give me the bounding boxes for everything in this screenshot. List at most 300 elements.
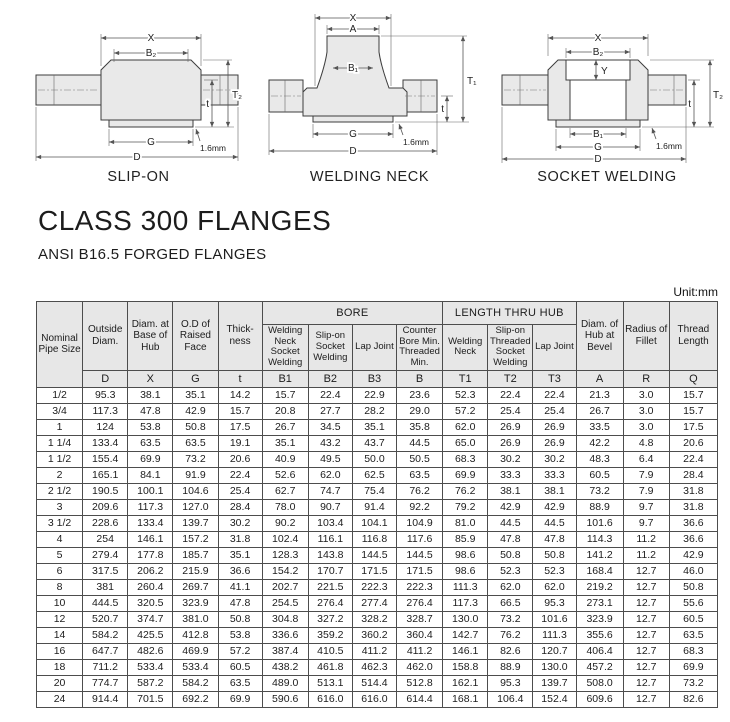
dim-label-b1: B₁ (592, 129, 604, 140)
table-cell: 133.4 (83, 435, 128, 451)
table-cell: 63.5 (218, 675, 262, 691)
table-cell: 411.2 (397, 643, 443, 659)
symbol-cell: T1 (443, 370, 488, 387)
table-cell: 590.6 (262, 691, 308, 707)
table-cell: 43.7 (352, 435, 396, 451)
page-title: CLASS 300 FLANGES (38, 205, 332, 236)
table-cell: 78.0 (262, 499, 308, 515)
dim-label-b1: B₁ (347, 63, 359, 74)
table-cell: 533.4 (173, 659, 218, 675)
table-cell: 7.9 (623, 483, 669, 499)
table-row (37, 659, 718, 675)
table-cell: 513.1 (308, 675, 352, 691)
table-cell: 444.5 (83, 595, 128, 611)
dim-label-t2: T₂ (232, 90, 242, 101)
table-row (37, 691, 718, 707)
row-size-cell: 18 (37, 659, 83, 675)
table-cell: 25.4 (533, 403, 576, 419)
table-row (37, 483, 718, 499)
symbol-cell: B3 (352, 370, 396, 387)
table-cell: 79.2 (443, 499, 488, 515)
table-row (37, 387, 718, 403)
table-row (37, 547, 718, 563)
table-cell: 66.5 (488, 595, 533, 611)
table-cell: 609.6 (576, 691, 623, 707)
table-cell: 62.0 (443, 419, 488, 435)
table-cell: 12.7 (623, 659, 669, 675)
col-header: O.D of Raised Face (173, 302, 218, 371)
symbol-cell: B2 (308, 370, 352, 387)
table-cell: 35.1 (173, 387, 218, 403)
table-row (37, 451, 718, 467)
table-cell: 328.2 (352, 611, 396, 627)
table-cell: 102.4 (262, 531, 308, 547)
table-cell: 42.9 (173, 403, 218, 419)
table-cell: 141.2 (576, 547, 623, 563)
table-cell: 23.6 (397, 387, 443, 403)
table-cell: 11.2 (623, 531, 669, 547)
through-bore (570, 80, 626, 120)
table-cell: 22.4 (488, 387, 533, 403)
table-cell: 152.4 (533, 691, 576, 707)
dim-label-d: D (133, 152, 141, 163)
table-cell: 49.5 (308, 451, 352, 467)
table-cell: 133.4 (128, 515, 173, 531)
table-cell: 52.6 (262, 467, 308, 483)
table-cell: 15.7 (262, 387, 308, 403)
table-cell: 3.0 (623, 419, 669, 435)
table-section (36, 285, 718, 708)
row-size-cell: 6 (37, 563, 83, 579)
table-row (37, 531, 718, 547)
table-cell: 412.8 (173, 627, 218, 643)
col-header: Diam. at Base of Hub (128, 302, 173, 371)
symbol-cell: X (128, 370, 173, 387)
table-cell: 9.7 (623, 499, 669, 515)
table-cell: 35.8 (397, 419, 443, 435)
table-cell: 462.3 (352, 659, 396, 675)
table-cell: 98.6 (443, 547, 488, 563)
table-cell: 222.3 (352, 579, 396, 595)
table-cell: 336.6 (262, 627, 308, 643)
table-cell: 81.0 (443, 515, 488, 531)
dim-label-x: X (594, 33, 602, 44)
table-cell: 74.7 (308, 483, 352, 499)
table-cell: 584.2 (173, 675, 218, 691)
raised-face (109, 120, 193, 127)
row-size-cell: 8 (37, 579, 83, 595)
table-cell: 63.5 (128, 435, 173, 451)
dim-label-d: D (594, 154, 602, 165)
table-cell: 48.3 (576, 451, 623, 467)
table-cell: 101.6 (576, 515, 623, 531)
table-cell: 508.0 (576, 675, 623, 691)
table-cell: 111.3 (443, 579, 488, 595)
flange-dimensions-table (36, 301, 718, 708)
table-cell: 76.2 (443, 483, 488, 499)
table-cell: 63.5 (173, 435, 218, 451)
table-cell: 228.6 (83, 515, 128, 531)
table-cell: 76.2 (488, 627, 533, 643)
raised-face (556, 120, 640, 127)
table-cell: 12.7 (623, 691, 669, 707)
table-cell: 50.8 (218, 611, 262, 627)
socket-welding-drawing (488, 8, 726, 168)
table-cell: 68.3 (669, 643, 717, 659)
table-cell: 215.9 (173, 563, 218, 579)
table-cell: 104.9 (397, 515, 443, 531)
dim-label-x: X (147, 33, 155, 44)
table-cell: 469.9 (173, 643, 218, 659)
table-cell: 647.7 (83, 643, 128, 659)
table-cell: 47.8 (218, 595, 262, 611)
table-cell: 38.1 (128, 387, 173, 403)
table-cell: 26.7 (262, 419, 308, 435)
table-cell: 3.0 (623, 403, 669, 419)
table-cell: 25.4 (218, 483, 262, 499)
socket-bore (566, 60, 630, 80)
table-cell: 177.8 (128, 547, 173, 563)
table-cell: 44.5 (397, 435, 443, 451)
table-cell: 52.3 (488, 563, 533, 579)
table-cell: 146.1 (443, 643, 488, 659)
table-row (37, 467, 718, 483)
symbol-cell: A (576, 370, 623, 387)
table-cell: 143.8 (308, 547, 352, 563)
table-cell: 101.6 (533, 611, 576, 627)
welding-neck-drawing (257, 8, 482, 168)
table-cell: 117.3 (128, 499, 173, 515)
table-cell: 44.5 (533, 515, 576, 531)
row-size-cell: 1 (37, 419, 83, 435)
table-cell: 12.7 (623, 563, 669, 579)
table-cell: 254 (83, 531, 128, 547)
table-cell: 68.3 (443, 451, 488, 467)
table-cell: 22.4 (669, 451, 717, 467)
table-cell: 19.1 (218, 435, 262, 451)
table-cell: 202.7 (262, 579, 308, 595)
table-cell: 146.1 (128, 531, 173, 547)
table-cell: 53.8 (128, 419, 173, 435)
table-cell: 374.7 (128, 611, 173, 627)
table-cell: 91.4 (352, 499, 396, 515)
table-cell: 95.3 (488, 675, 533, 691)
table-cell: 33.3 (533, 467, 576, 483)
table-cell: 50.8 (488, 547, 533, 563)
table-cell: 31.8 (669, 483, 717, 499)
table-cell: 127.0 (173, 499, 218, 515)
col-header: Outside Diam. (83, 302, 128, 371)
table-cell: 28.2 (352, 403, 396, 419)
table-cell: 116.8 (352, 531, 396, 547)
table-cell: 34.5 (308, 419, 352, 435)
table-cell: 616.0 (352, 691, 396, 707)
dim-label-g: G (349, 129, 357, 140)
table-cell: 155.4 (83, 451, 128, 467)
table-cell: 20.6 (218, 451, 262, 467)
table-cell: 30.2 (488, 451, 533, 467)
dim-label-t1: T₁ (467, 76, 477, 87)
table-cell: 20.6 (669, 435, 717, 451)
row-size-cell: 16 (37, 643, 83, 659)
table-cell: 42.9 (533, 499, 576, 515)
welding-neck-diagram (257, 8, 482, 185)
table-cell: 7.9 (623, 467, 669, 483)
table-cell: 76.2 (397, 483, 443, 499)
table-cell: 63.5 (397, 467, 443, 483)
table-cell: 35.1 (352, 419, 396, 435)
table-cell: 587.2 (128, 675, 173, 691)
table-cell: 221.5 (308, 579, 352, 595)
table-cell: 26.7 (576, 403, 623, 419)
unit-label: Unit:mm (673, 285, 718, 299)
table-cell: 90.7 (308, 499, 352, 515)
table-cell: 12.7 (623, 611, 669, 627)
symbol-cell: T2 (488, 370, 533, 387)
table-cell: 406.4 (576, 643, 623, 659)
table-cell: 100.1 (128, 483, 173, 499)
raised-face (313, 116, 393, 122)
dim-label-t2: T₂ (713, 90, 723, 101)
table-row (37, 627, 718, 643)
table-cell: 22.4 (533, 387, 576, 403)
table-cell: 31.8 (669, 499, 717, 515)
table-cell: 50.8 (669, 579, 717, 595)
table-cell: 28.4 (218, 499, 262, 515)
table-cell: 33.5 (576, 419, 623, 435)
table-cell: 63.5 (669, 627, 717, 643)
symbol-cell: Q (669, 370, 717, 387)
row-size-cell: 3/4 (37, 403, 83, 419)
table-cell: 55.6 (669, 595, 717, 611)
table-cell: 69.9 (128, 451, 173, 467)
col-header-nominal-pipe-size: Nominal Pipe Size (37, 302, 83, 388)
table-cell: 28.4 (669, 467, 717, 483)
table-cell: 88.9 (488, 659, 533, 675)
table-cell: 457.2 (576, 659, 623, 675)
table-cell: 276.4 (397, 595, 443, 611)
table-cell: 104.1 (352, 515, 396, 531)
table-cell: 50.0 (352, 451, 396, 467)
table-cell: 36.6 (669, 531, 717, 547)
table-cell: 260.4 (128, 579, 173, 595)
table-cell: 130.0 (443, 611, 488, 627)
table-cell: 43.2 (308, 435, 352, 451)
flange-hub (303, 36, 407, 116)
dim-label-x: X (349, 13, 357, 24)
dim-label-y: Y (601, 66, 608, 77)
table-cell: 117.3 (83, 403, 128, 419)
table-cell: 38.1 (533, 483, 576, 499)
socket-welding-diagram (488, 8, 726, 185)
table-cell: 85.9 (443, 531, 488, 547)
row-size-cell: 1 1/2 (37, 451, 83, 467)
table-cell: 190.5 (83, 483, 128, 499)
symbol-cell: t (218, 370, 262, 387)
table-cell: 411.2 (352, 643, 396, 659)
row-size-cell: 20 (37, 675, 83, 691)
table-cell: 111.3 (533, 627, 576, 643)
table-cell: 168.1 (443, 691, 488, 707)
table-cell: 168.4 (576, 563, 623, 579)
table-cell: 139.7 (173, 515, 218, 531)
group-header-bore: BORE (262, 302, 443, 325)
table-cell: 512.8 (397, 675, 443, 691)
table-cell: 328.7 (397, 611, 443, 627)
dim-label-g: G (147, 137, 155, 148)
col-header: Welding Neck (443, 325, 488, 371)
col-header: Thick-ness (218, 302, 262, 371)
table-cell: 62.7 (262, 483, 308, 499)
dim-label-t: t (441, 104, 444, 115)
table-cell: 170.7 (308, 563, 352, 579)
table-cell: 616.0 (308, 691, 352, 707)
table-cell: 17.5 (218, 419, 262, 435)
table-cell: 323.9 (576, 611, 623, 627)
table-cell: 69.9 (443, 467, 488, 483)
table-cell: 26.9 (488, 435, 533, 451)
table-cell: 104.6 (173, 483, 218, 499)
row-size-cell: 12 (37, 611, 83, 627)
table-cell: 41.1 (218, 579, 262, 595)
table-cell: 711.2 (83, 659, 128, 675)
table-cell: 40.9 (262, 451, 308, 467)
table-cell: 73.2 (576, 483, 623, 499)
table-cell: 11.2 (623, 547, 669, 563)
table-cell: 15.7 (669, 403, 717, 419)
dim-label-gap: 1.6mm (656, 141, 682, 151)
symbol-cell: B (397, 370, 443, 387)
table-cell: 44.5 (488, 515, 533, 531)
table-cell: 73.2 (173, 451, 218, 467)
row-size-cell: 24 (37, 691, 83, 707)
slip-on-drawing (26, 8, 251, 168)
table-cell: 15.7 (218, 403, 262, 419)
table-cell: 62.5 (352, 467, 396, 483)
table-cell: 381.0 (173, 611, 218, 627)
table-cell: 461.8 (308, 659, 352, 675)
table-cell: 359.2 (308, 627, 352, 643)
table-cell: 269.7 (173, 579, 218, 595)
table-cell: 65.0 (443, 435, 488, 451)
table-cell: 360.2 (352, 627, 396, 643)
table-cell: 692.2 (173, 691, 218, 707)
symbol-cell: G (173, 370, 218, 387)
table-head (37, 302, 718, 388)
dim-label-b2: B₂ (145, 48, 157, 59)
table-cell: 92.2 (397, 499, 443, 515)
table-cell: 47.8 (488, 531, 533, 547)
table-cell: 57.2 (218, 643, 262, 659)
table-cell: 276.4 (308, 595, 352, 611)
table-cell: 12.7 (623, 643, 669, 659)
table-cell: 103.4 (308, 515, 352, 531)
table-cell: 410.5 (308, 643, 352, 659)
table-cell: 50.8 (173, 419, 218, 435)
table-cell: 482.6 (128, 643, 173, 659)
table-row (37, 435, 718, 451)
table-cell: 60.5 (218, 659, 262, 675)
row-size-cell: 14 (37, 627, 83, 643)
table-cell: 4.8 (623, 435, 669, 451)
table-cell: 62.0 (533, 579, 576, 595)
table-cell: 12.7 (623, 595, 669, 611)
dim-label-b2: B₂ (592, 47, 604, 58)
table-cell: 30.2 (533, 451, 576, 467)
table-cell: 36.6 (669, 515, 717, 531)
symbol-cell: R (623, 370, 669, 387)
diagram-caption-welding-neck: WELDING NECK (309, 169, 430, 185)
table-cell: 279.4 (83, 547, 128, 563)
table-cell: 27.7 (308, 403, 352, 419)
table-cell: 116.1 (308, 531, 352, 547)
table-cell: 139.7 (533, 675, 576, 691)
table-cell: 84.1 (128, 467, 173, 483)
table-cell: 317.5 (83, 563, 128, 579)
table-cell: 38.1 (488, 483, 533, 499)
table-cell: 120.7 (533, 643, 576, 659)
table-cell: 73.2 (669, 675, 717, 691)
table-cell: 42.2 (576, 435, 623, 451)
table-cell: 425.5 (128, 627, 173, 643)
table-cell: 12.7 (623, 579, 669, 595)
table-cell: 22.4 (218, 467, 262, 483)
table-row (37, 643, 718, 659)
table-cell: 128.3 (262, 547, 308, 563)
table-cell: 46.0 (669, 563, 717, 579)
table-cell: 304.8 (262, 611, 308, 627)
table-cell: 22.4 (308, 387, 352, 403)
table-cell: 360.4 (397, 627, 443, 643)
table-cell: 47.8 (533, 531, 576, 547)
table-cell: 144.5 (352, 547, 396, 563)
table-row (37, 579, 718, 595)
table-cell: 9.7 (623, 515, 669, 531)
table-cell: 26.9 (533, 435, 576, 451)
table-cell: 381 (83, 579, 128, 595)
table-cell: 533.4 (128, 659, 173, 675)
table-cell: 42.9 (488, 499, 533, 515)
dim-label-t: t (206, 99, 209, 110)
table-cell: 124 (83, 419, 128, 435)
header-row-groups (37, 302, 718, 325)
table-cell: 701.5 (128, 691, 173, 707)
row-size-cell: 5 (37, 547, 83, 563)
table-cell: 36.6 (218, 563, 262, 579)
col-header: Welding Neck Socket Welding (262, 325, 308, 371)
table-cell: 614.4 (397, 691, 443, 707)
table-cell: 12.7 (623, 675, 669, 691)
table-cell: 114.3 (576, 531, 623, 547)
table-cell: 62.0 (488, 579, 533, 595)
table-cell: 26.9 (488, 419, 533, 435)
table-cell: 47.8 (128, 403, 173, 419)
table-cell: 219.2 (576, 579, 623, 595)
row-size-cell: 3 1/2 (37, 515, 83, 531)
row-size-cell: 1/2 (37, 387, 83, 403)
diagram-caption-socket-welding: SOCKET WELDING (537, 169, 677, 185)
table-cell: 171.5 (397, 563, 443, 579)
table-cell: 57.2 (443, 403, 488, 419)
table-cell: 50.5 (397, 451, 443, 467)
table-cell: 327.2 (308, 611, 352, 627)
row-size-cell: 2 1/2 (37, 483, 83, 499)
dim-label-a: A (349, 24, 357, 35)
col-header: Lap Joint (533, 325, 576, 371)
dim-label-t: t (688, 99, 691, 110)
table-cell: 17.5 (669, 419, 717, 435)
header-row-symbols (37, 370, 718, 387)
